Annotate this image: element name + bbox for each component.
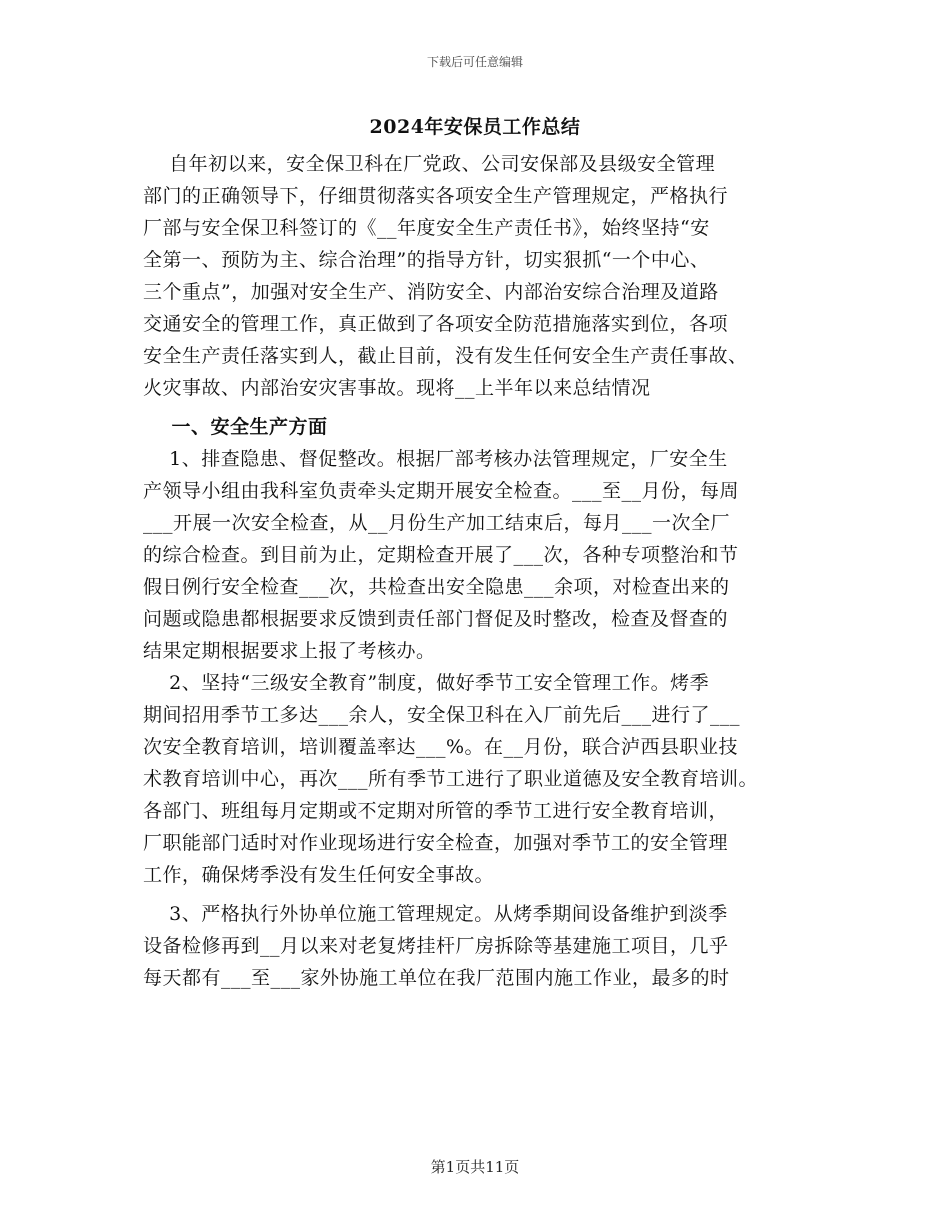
paragraph-line: 术教育培训中心，再次___所有季节工进行了职业道德及安全教育培训。 (143, 768, 759, 790)
document-title: 2024年安保员工作总结 (369, 116, 581, 138)
page-header-note: 下载后可任意编辑 (426, 55, 523, 69)
paragraph-line: 2、坚持“三级安全教育”制度，做好季节工安全管理工作。烤季 (143, 672, 710, 694)
paragraph-line: 三个重点”，加强对安全生产、消防安全、内部治安综合治理及道路 (143, 281, 719, 303)
section-heading: 一、安全生产方面 (143, 416, 328, 438)
paragraph-line: 每天都有___至___家外协施工单位在我厂范围内施工作业，最多的时 (143, 967, 730, 989)
paragraph-line: ___开展一次安全检查，从__月份生产加工结束后，每月___一次全厂 (143, 512, 731, 534)
paragraph-line: 设备检修再到__月以来对老复烤挂杆厂房拆除等基建施工项目，几乎 (143, 935, 729, 957)
paragraph-line: 的综合检查。到目前为止，定期检查开展了___次，各种专项整治和节 (143, 544, 739, 566)
paragraph-line: 次安全教育培训，培训覆盖率达___%。在__月份，联合泸西县职业技 (143, 736, 739, 758)
paragraph-line: 工作，确保烤季没有发生任何安全事故。 (143, 864, 495, 886)
paragraph-line: 厂部与安全保卫科签订的《__年度安全生产责任书》，始终坚持“安 (143, 217, 710, 239)
paragraph-line: 全第一、预防为主、综合治理”的指导方针，切实狠抓“一个中心、 (143, 249, 710, 271)
paragraph-line: 安全生产责任落实到人，截止目前，没有发生任何安全生产责任事故、 (143, 345, 748, 367)
page-number: 第1页共11页 (430, 1158, 520, 1176)
paragraph-line: 产领导小组由我科室负责牵头定期开展安全检查。___至__月份，每周 (143, 480, 740, 502)
paragraph-line: 各部门、班组每月定期或不定期对所管的季节工进行安全教育培训， (143, 800, 729, 822)
paragraph-line: 交通安全的管理工作，真正做到了各项安全防范措施落实到位，各项 (143, 313, 729, 335)
paragraph-line: 期间招用季节工多达___余人，安全保卫科在入厂前先后___进行了___ (143, 704, 741, 726)
document-body (143, 148, 823, 994)
paragraph-line: 火灾事故、内部治安灾害事故。现将__上半年以来总结情况 (143, 377, 651, 399)
paragraph-line: 部门的正确领导下，仔细贯彻落实各项安全生产管理规定，严格执行 (143, 185, 729, 207)
paragraph-line: 3、严格执行外协单位施工管理规定。从烤季期间设备维护到淡季 (143, 903, 728, 925)
paragraph-line: 问题或隐患都根据要求反馈到责任部门督促及时整改，检查及督查的 (143, 608, 729, 630)
paragraph-line: 假日例行安全检查___次，共检查出安全隐患___余项，对检查出来的 (143, 576, 730, 598)
paragraph-line: 厂职能部门适时对作业现场进行安全检查，加强对季节工的安全管理 (143, 832, 729, 854)
paragraph-line: 1、排查隐患、督促整改。根据厂部考核办法管理规定，厂安全生 (143, 448, 728, 470)
paragraph-line: 自年初以来，安全保卫科在厂党政、公司安保部及县级安全管理 (143, 153, 716, 175)
paragraph-line: 结果定期根据要求上报了考核办。 (143, 640, 436, 662)
